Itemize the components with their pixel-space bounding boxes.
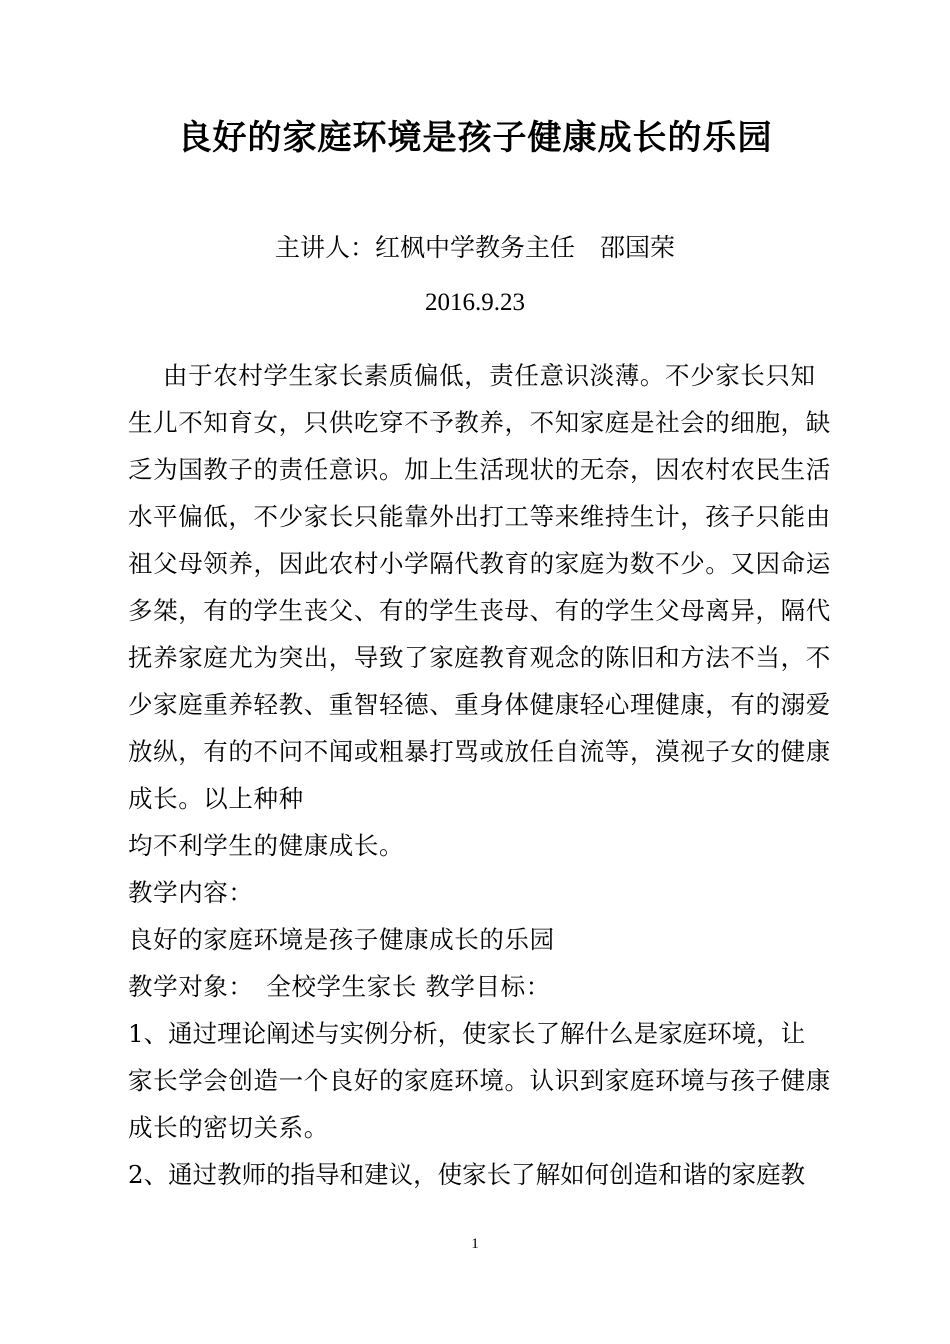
body-line: 家长学会创造一个良好的家庭环境。认识到家庭环境与孩子健康 bbox=[128, 1066, 831, 1095]
body-line: 放纵，有的不问不闻或粗暴打骂或放任自流等，漠视子女的健康 bbox=[128, 737, 831, 766]
body-line: 成长。以上种种 bbox=[128, 784, 304, 813]
body-line: 抚养家庭尤为突出，导致了家庭教育观念的陈旧和方法不当，不 bbox=[128, 643, 831, 672]
body-line: 少家庭重养轻教、重智轻德、重身体健康轻心理健康，有的溺爱 bbox=[128, 690, 831, 719]
body-line: 多桀，有的学生丧父、有的学生丧母、有的学生父母离异，隔代 bbox=[128, 596, 831, 625]
section-label-content: 教学内容： bbox=[128, 878, 254, 907]
body-line: 良好的家庭环境是孩子健康成长的乐园 bbox=[128, 925, 555, 954]
document-date: 2016.9.23 bbox=[425, 289, 525, 316]
speaker-line: 主讲人：红枫中学教务主任 邵国荣 bbox=[274, 233, 675, 262]
document-body bbox=[128, 352, 848, 1198]
body-line: 水平偏低，不少家长只能靠外出打工等来维持生计，孩子只能由 bbox=[128, 502, 831, 531]
body-line: 成长的密切关系。 bbox=[128, 1113, 329, 1142]
body-line: 祖父母领养，因此农村小学隔代教育的家庭为数不少。又因命运 bbox=[128, 549, 831, 578]
body-line: 生儿不知育女，只供吃穿不予教养，不知家庭是社会的细胞，缺 bbox=[128, 408, 831, 437]
body-line: 1、通过理论阐述与实例分析，使家长了解什么是家庭环境，让 bbox=[128, 1019, 806, 1048]
body-line: 均不利学生的健康成长。 bbox=[128, 831, 405, 860]
document-title: 良好的家庭环境是孩子健康成长的乐园 bbox=[177, 118, 773, 158]
page-number: 1 bbox=[471, 1236, 479, 1252]
body-line: 由于农村学生家长素质偏低，责任意识淡薄。不少家长只知 bbox=[163, 361, 816, 390]
body-line: 2、通过教师的指导和建议，使家长了解如何创造和谐的家庭教 bbox=[128, 1160, 806, 1189]
section-label-audience: 教学对象： 全校学生家长 教学目标： bbox=[128, 972, 551, 1001]
body-line: 乏为国教子的责任意识。加上生活现状的无奈，因农村农民生活 bbox=[128, 455, 831, 484]
